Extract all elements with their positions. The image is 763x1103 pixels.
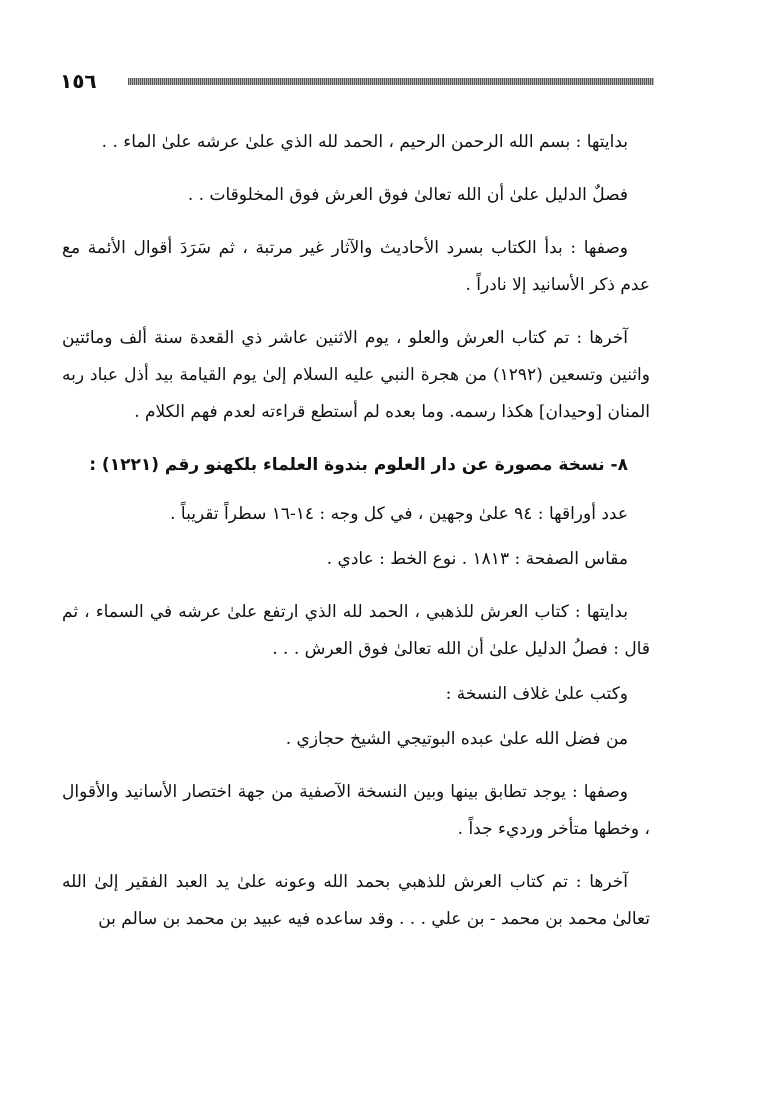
paragraph-chapter: فصلٌ الدليل علىٰ أن الله تعالىٰ فوق العرش فوق المخلوقات . . — [187, 185, 628, 205]
paragraph-description: وصفها : بدأ الكتاب بسرد الأحاديث والآثار غير مرتبة ، ثم سَرَدَ أقوال الأئمة مع عدم ذكر الأسانيد إلا نادراً . — [62, 238, 650, 295]
paragraph-beginning: بدايتها : بسم الله الرحمن الرحيم ، الحمد لله الذي علىٰ عرشه علىٰ الماء . . — [101, 132, 628, 152]
header-rule — [128, 78, 654, 85]
paragraph-ending: آخرها : تم كتاب العرش والعلو ، يوم الاثنين عاشر ذي القعدة سنة ألف ومائتين واثنين وتسعين (١٢٩٢) من هجرة النبي عليه السلام إلىٰ يوم القيامة بيد أذل عباد ربه المنان [وحيدان] هكذا رسمه. وما بعده لم أستطع قراءته لعدم فهم الكلام . — [62, 328, 650, 422]
page-header — [60, 66, 654, 96]
paragraph-cover-text: من فضل الله علىٰ عبده البوتيجي الشيخ حجازي . — [285, 729, 628, 749]
paragraph-page-size: مقاس الصفحة : ١٨١٣ . نوع الخط : عادي . — [326, 549, 628, 569]
paragraph-cover-note: وكتب علىٰ غلاف النسخة : — [445, 684, 628, 704]
page-number: ١٥٦ — [60, 69, 97, 93]
paragraph-beginning-2: بدايتها : كتاب العرش للذهبي ، الحمد لله الذي ارتفع علىٰ عرشه في السماء ، ثم قال : فصلُ الدليل علىٰ أن الله تعالىٰ فوق العرش . . . — [62, 602, 650, 659]
paragraph-description-2: وصفها : يوجد تطابق بينها وبين النسخة الآصفية من جهة اختصار الأسانيد والأقوال ، وخطها متأخر ورديء جداً . — [62, 782, 650, 839]
paragraph-page-count: عدد أوراقها : ٩٤ علىٰ وجهين ، في كل وجه : ١٤-١٦ سطراً تقريباً . — [170, 504, 628, 524]
section-heading: ٨- نسخة مصورة عن دار العلوم بندوة العلماء بلكهنو رقم (١٢٢١) : — [89, 455, 628, 475]
paragraph-ending-2: آخرها : تم كتاب العرش للذهبي بحمد الله وعونه علىٰ يد العبد الفقير إلىٰ الله تعالىٰ محمد بن محمد - بن علي . . . وقد ساعده فيه عبيد بن محمد بن سالم بن — [62, 872, 650, 929]
body-text — [62, 124, 650, 954]
